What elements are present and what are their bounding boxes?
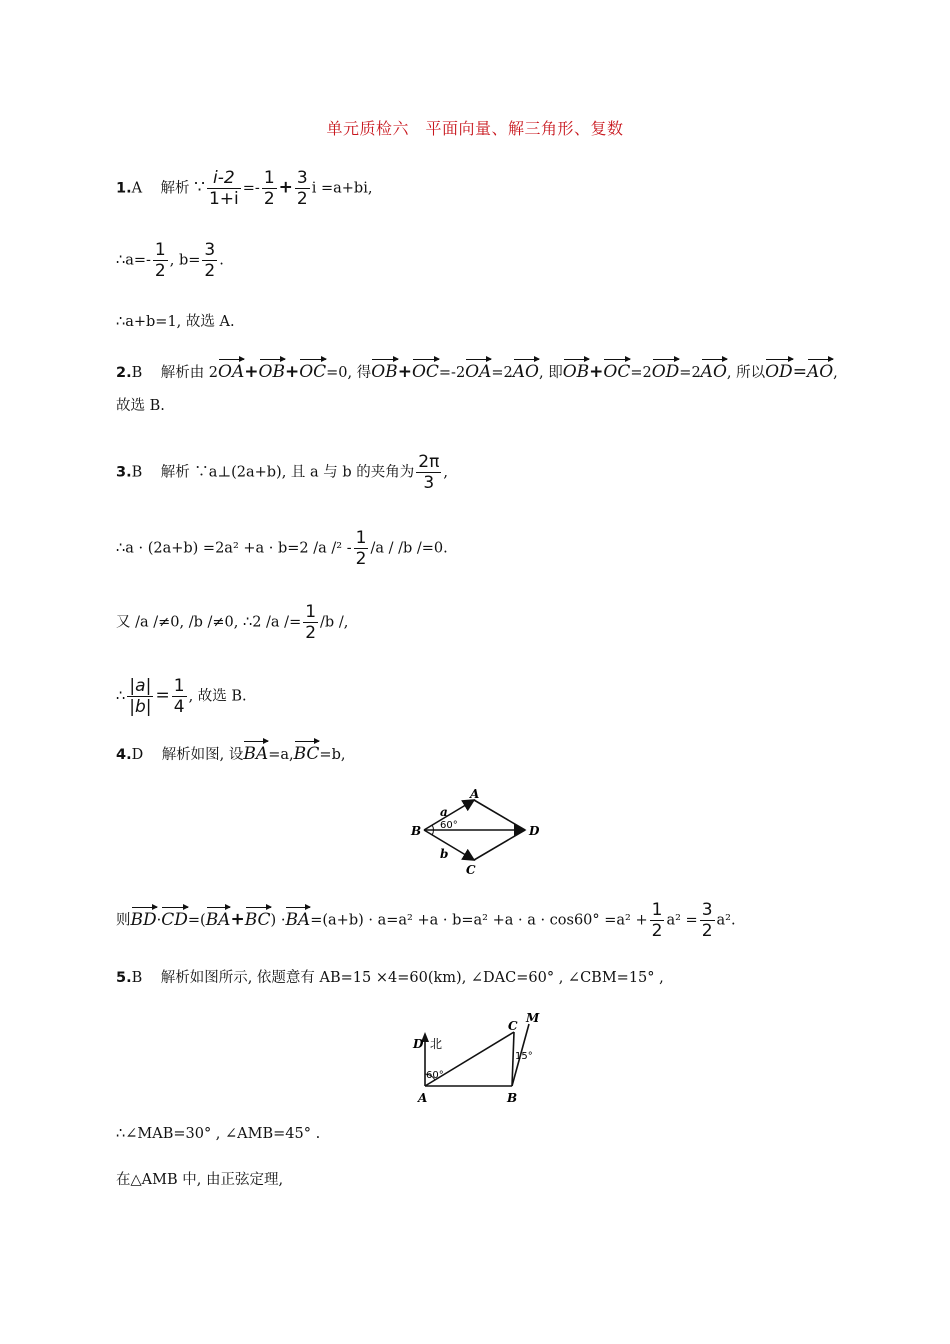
label-M: M [526,1011,540,1025]
angle-label: 60° [440,820,458,831]
q3-answer: B [131,464,143,481]
label-A: A [418,1091,428,1105]
fraction: $\frac{1}{2}$ [355,528,367,569]
segment-CD [474,830,525,860]
q5-line3: 在△AMB 中, 由正弦定理, [116,1172,284,1188]
fraction: $\frac{|a|}{|b|}$ [129,676,152,717]
q2-answer: B [131,365,143,381]
q1-label: 解析 [160,180,190,197]
vector-AO: AO [701,356,727,382]
fraction: $\frac{i-2}{1+i}$ [208,168,239,209]
vector-OC: OC [299,356,326,382]
label-north: 北 [430,1037,443,1051]
since-symbol: ∵ [194,177,205,198]
vector-BA: BA [206,904,231,930]
fraction: $\frac{1}{2}$ [263,168,275,209]
label-C: C [466,863,476,877]
q3-line4: ∴ $\frac{|a|}{|b|}$ = $\frac{1}{4}$ , 故选 B. [116,676,247,717]
q1-line2: ∴a=- $\frac{1}{2}$ , b= $\frac{3}{2}$ . [116,240,224,281]
q5-number: 5. [116,970,132,986]
vector-b-line [424,830,474,860]
label-D: D [413,1037,424,1051]
q1-answer: A [131,180,143,197]
q5-line2: ∴∠MAB=30° , ∠AMB=45° . [116,1126,321,1142]
q4-number: 4. [116,747,132,763]
vector-OC: OC [412,356,439,382]
vector-OD: OD [652,356,680,382]
q4-answer: D [131,747,144,763]
q3-line2: ∴a · (2a+b) =2a² +a · b=2 /a /² - $\frac{1}{2}$ /a / /b /=0. [116,528,448,569]
q4-line1: 4.D 解析如图, 设BA=a,BC=b, [116,738,345,765]
q3-line1: 3.B 解析 ∵a⊥(2a+b), 且 a 与 b 的夹角为 $\frac{2\pi}{3}$ , [116,452,448,493]
angle-60-label: 60° [426,1070,444,1081]
fraction: $\frac{3}{2}$ [204,240,216,281]
label-a: a [440,805,448,819]
segment-AD [474,800,525,830]
page-title: 单元质检六 平面向量、解三角形、复数 [326,119,624,138]
vector-BA: BA [285,904,310,930]
q2-line1: 2.B 解析由 2OA+OB+OC=0, 得OB+OC=-2OA=2AO, 即OB+OC=2OD=2AO, 所以OD=AO, [116,356,838,383]
fraction: $\frac{1}{2}$ [305,602,317,643]
label-B: B [507,1091,518,1105]
fraction: $\frac{1}{2}$ [154,240,166,281]
vector-AO: AO [807,356,833,382]
q2-line2: 故选 B. [116,398,165,414]
triangle-figure [404,1010,554,1106]
label-B: B [411,824,422,838]
vector-OD: OD [765,356,793,382]
q5-line1: 5.B 解析如图所示, 依题意有 AB=15 ×4=60(km), ∠DAC=60° , ∠CBM=15° , [116,970,664,986]
label-A: A [470,787,480,801]
vector-BA: BA [243,738,268,764]
angle-15-label: 15° [515,1051,533,1062]
vector-AO: AO [513,356,539,382]
fraction: $\frac{3}{2}$ [701,900,713,941]
q4-line2: 则BD·CD=(BA+BC) ·BA=(a+b) · a=a² +a · b=a² +a · a · cos60° =a² + $\frac{1}{2}$ a² = $\frac{3}{2}$ a². [116,900,736,941]
fraction: $\frac{1}{4}$ [173,676,185,717]
q2-number: 2. [116,365,132,381]
label-C: C [508,1019,518,1033]
label-D: D [529,824,540,838]
vector-BC: BC [294,738,320,764]
fraction: $\frac{2\pi}{3}$ [418,452,440,493]
rhombus-figure [404,786,554,878]
label-b: b [440,847,449,861]
fraction: $\frac{3}{2}$ [296,168,308,209]
q3-number: 3. [116,464,132,481]
q1-line3: ∴a+b=1, 故选 A. [116,314,235,330]
q1-number: 1. [116,180,132,197]
vector-OA: OA [218,356,244,382]
vector-OB: OB [563,356,589,382]
q3-line3: 又 /a /≠0, /b /≠0, ∴2 /a /= $\frac{1}{2}$ /b /, [116,602,349,643]
vector-BD: BD [131,904,157,930]
vector-OB: OB [371,356,397,382]
q5-answer: B [131,970,143,986]
q1-line1: 1.A 解析 ∵ $\frac{i-2}{1+i}$ =- $\frac{1}{2}$ + $\frac{3}{2}$ i =a+bi, [116,168,373,209]
fraction: $\frac{1}{2}$ [651,900,663,941]
vector-BC: BC [245,904,271,930]
vector-OC: OC [603,356,630,382]
vector-OA: OA [465,356,491,382]
vector-OB: OB [259,356,285,382]
vector-CD: CD [161,904,188,930]
